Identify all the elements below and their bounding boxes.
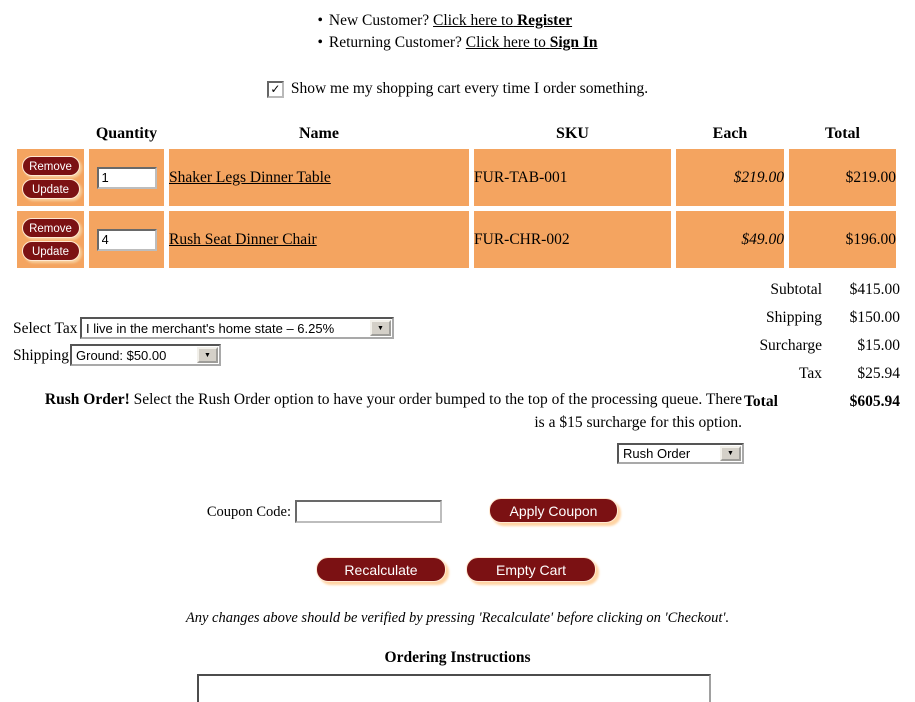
- show-cart-row: [0, 80, 915, 98]
- update-button[interactable]: Update: [22, 179, 80, 199]
- row1-sku: FUR-TAB-001: [474, 149, 671, 206]
- row1-actions: [17, 149, 84, 206]
- header-quantity: Quantity: [95, 125, 158, 142]
- header-buttons: [17, 124, 84, 144]
- coupon-code-label: Coupon Code:: [206, 504, 291, 520]
- tax-select-value: I live in the merchant's home state – 6.25%: [86, 320, 335, 336]
- header-total: Total: [825, 125, 860, 142]
- row2-sku: FUR-CHR-002: [474, 211, 671, 268]
- recalculate-note: Any changes above should be verified by pressing 'Recalculate' before clicking on 'Checkout'.: [185, 610, 730, 626]
- bullet-icon: •: [317, 12, 323, 29]
- sign-in-link[interactable]: Click here to Sign In: [465, 34, 598, 51]
- cart-row-1: [17, 149, 896, 206]
- row1-each: $219.00: [676, 149, 784, 206]
- shipping-label: Shipping: [13, 347, 69, 364]
- rush-order-select-value: Rush Order: [623, 446, 691, 461]
- remove-button[interactable]: Remove: [22, 218, 80, 238]
- chevron-down-icon[interactable]: ▼: [370, 320, 391, 336]
- shipping-select-value: Ground: $50.00: [76, 347, 167, 363]
- empty-cart-button[interactable]: Empty Cart: [466, 557, 596, 582]
- row1-quantity-cell: [89, 149, 164, 206]
- returning-customer-text: Returning Customer?: [328, 34, 462, 51]
- row2-actions: [17, 211, 84, 268]
- recalculate-button[interactable]: Recalculate: [316, 557, 446, 582]
- new-customer-line: [317, 10, 597, 32]
- apply-coupon-button[interactable]: Apply Coupon: [489, 498, 618, 523]
- ordering-instructions-title: Ordering Instructions: [384, 649, 531, 666]
- quantity-input[interactable]: [97, 229, 157, 251]
- row2-name-cell: [169, 211, 469, 268]
- row2-total: $196.00: [789, 211, 896, 268]
- quantity-input[interactable]: [97, 167, 157, 189]
- product-link[interactable]: Shaker Legs Dinner Table: [169, 168, 331, 186]
- rush-order-select[interactable]: [617, 443, 744, 464]
- row2-each: $49.00: [676, 211, 784, 268]
- returning-customer-line: [317, 32, 597, 54]
- customer-links: [317, 10, 597, 54]
- tax-row: Tax $25.94: [798, 365, 900, 382]
- select-tax-label: Select Tax: [13, 320, 78, 337]
- row2-quantity-cell: [89, 211, 164, 268]
- shipping-select[interactable]: [70, 344, 221, 366]
- ordering-instructions-textarea[interactable]: [197, 674, 711, 702]
- register-link[interactable]: Click here to Register: [433, 12, 573, 29]
- row1-total: $219.00: [789, 149, 896, 206]
- bullet-icon: •: [317, 34, 323, 51]
- subtotal-row: Subtotal $415.00: [770, 281, 900, 298]
- header-name: Name: [299, 125, 339, 142]
- checkmark-icon: ✓: [270, 81, 281, 96]
- surcharge-row: Surcharge $15.00: [759, 337, 900, 354]
- header-each: Each: [712, 125, 748, 142]
- rush-order-text: Rush Order! Select the Rush Order option to have your order bumped to the top of the processing queue. There is a $15 surcharge for this option.: [44, 391, 742, 431]
- coupon-code-input[interactable]: [295, 500, 442, 523]
- cart-table: [12, 119, 901, 273]
- new-customer-text: New Customer?: [328, 12, 430, 29]
- cart-header-row: [17, 124, 896, 144]
- remove-button[interactable]: Remove: [22, 156, 80, 176]
- chevron-down-icon[interactable]: ▼: [720, 446, 741, 461]
- chevron-down-icon[interactable]: ▼: [197, 347, 218, 363]
- tax-select[interactable]: [80, 317, 394, 339]
- order-totals: [744, 281, 900, 421]
- header-sku: SKU: [556, 125, 589, 142]
- update-button[interactable]: Update: [22, 241, 80, 261]
- product-link[interactable]: Rush Seat Dinner Chair: [169, 230, 317, 248]
- row1-name-cell: [169, 149, 469, 206]
- cart-row-2: [17, 211, 896, 268]
- show-cart-checkbox[interactable]: [267, 81, 284, 98]
- show-cart-label: Show me my shopping cart every time I order something.: [290, 80, 649, 97]
- shipping-row: Shipping $150.00: [766, 309, 900, 326]
- grand-total-row: Total $605.94: [744, 393, 900, 410]
